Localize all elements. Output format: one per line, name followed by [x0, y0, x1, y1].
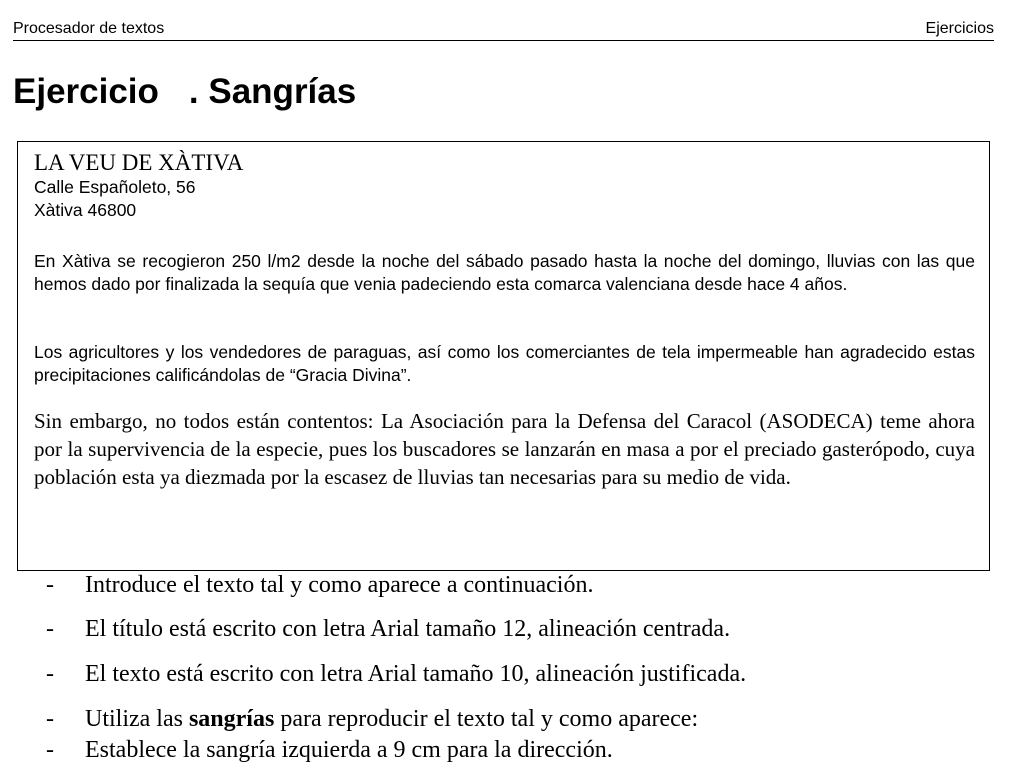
exercise-title-prefix: Ejercicio	[13, 72, 159, 111]
paragraph-2: Los agricultores y los vendedores de paraguas, así como los comerciantes de tela impermeable han agradecido estas precipitaciones calificándolas de “Gracia Divina”.	[34, 342, 975, 385]
list-item-text: Establece la sangría izquierda a 9 cm para la dirección.	[85, 737, 613, 763]
address-block	[34, 150, 243, 222]
bullet-dash: -	[46, 706, 54, 732]
list-item-text	[85, 706, 698, 733]
bullet-dash: -	[46, 572, 54, 598]
exercise-title	[13, 72, 356, 112]
bullet-dash: -	[46, 737, 54, 763]
list-item-text: Introduce el texto tal y como aparece a continuación.	[85, 572, 594, 598]
list-item-text: El texto está escrito con letra Arial tamaño 10, alineación justificada.	[85, 661, 747, 687]
address-name: LA VEU DE XÀTIVA	[34, 150, 244, 175]
bullet-dash: -	[46, 661, 54, 687]
header-left-text: Procesador de textos	[13, 20, 165, 37]
exercise-title-suffix: . Sangrías	[188, 72, 357, 111]
bullet-dash: -	[46, 616, 54, 642]
page-header	[13, 18, 994, 41]
paragraph-1: En Xàtiva se recogieron 250 l/m2 desde la noche del sábado pasado hasta la noche del domingo, lluvias con las que hemos dado por finalizada la sequía que venia padeciendo esta comarca valenciana desde hace 4 años.	[34, 251, 975, 294]
list-item-text-before: Utiliza las	[85, 706, 189, 732]
paragraph-3: Sin embargo, no todos están contentos: La Asociación para la Defensa del Caracol (ASODECA) teme ahora por la supervivencia de la especie, pues los buscadores se lanzarán en masa a por el preciado gasterópodo, cuya población esta ya diezmada por la escasez de lluvias tan necesarias para su medio de vida.	[34, 409, 975, 489]
list-item-bold-term: sangrías	[188, 706, 275, 732]
list-item-text: El título está escrito con letra Arial tamaño 12, alineación centrada.	[85, 616, 731, 642]
document-frame	[17, 141, 990, 571]
address-city: Xàtiva 46800	[34, 200, 137, 220]
header-right-text: Ejercicios	[925, 20, 994, 37]
list-item-text-after: para reproducir el texto tal y como aparece:	[274, 706, 699, 732]
address-street: Calle Españoleto, 56	[34, 177, 196, 197]
